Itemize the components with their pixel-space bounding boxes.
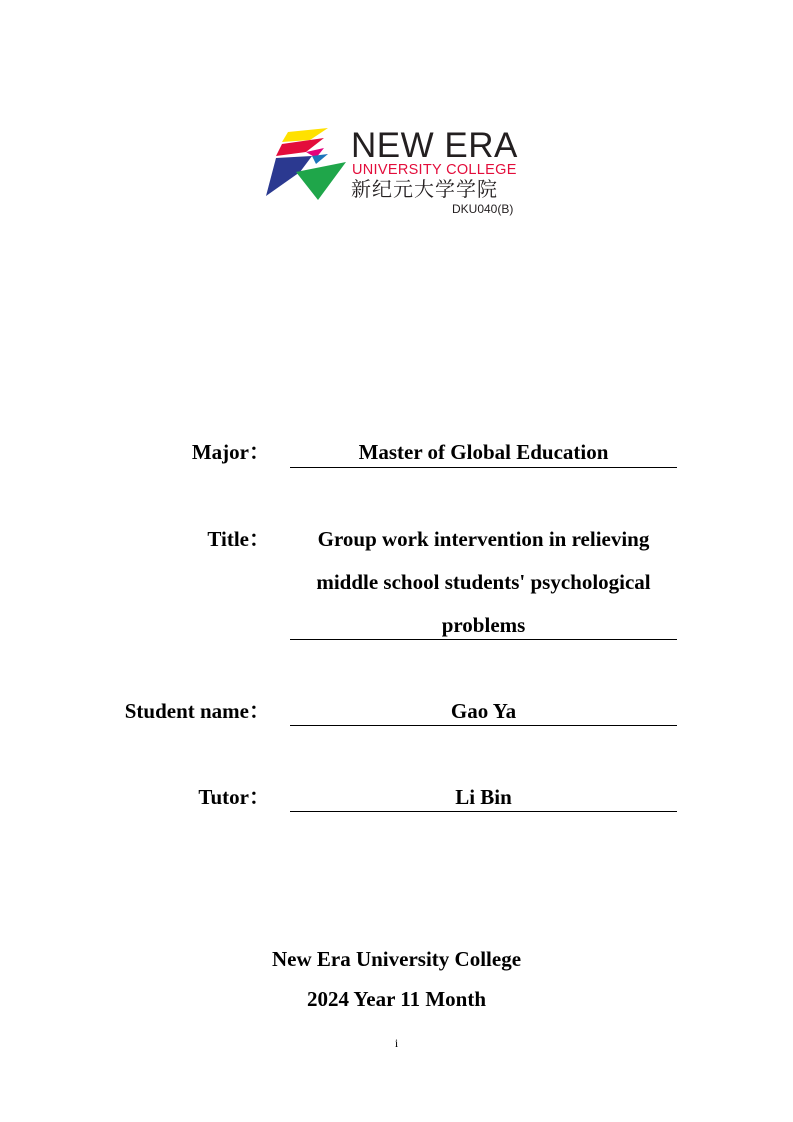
major-underline <box>290 467 677 468</box>
major-label: Major： <box>191 440 270 464</box>
logo-subtitle: UNIVERSITY COLLEGE <box>352 162 517 178</box>
title-line-1: Group work intervention in relieving <box>317 527 650 551</box>
tutor-underline <box>290 811 677 812</box>
university-logo <box>266 128 526 220</box>
title-label: Title： <box>207 527 270 551</box>
student-name-underline <box>290 725 677 726</box>
logo-code: DKU040(B) <box>452 202 514 216</box>
tutor-value: Li Bin <box>455 785 512 809</box>
logo-title: NEW ERA <box>351 126 518 165</box>
student-name-value: Gao Ya <box>450 699 517 723</box>
page-number: i <box>394 1036 399 1050</box>
title-line-2: middle school students' psychological <box>316 570 651 594</box>
tutor-label: Tutor： <box>198 785 270 809</box>
new-era-emblem-icon <box>266 128 346 200</box>
title-underline <box>290 639 677 640</box>
title-line-3: problems <box>441 613 526 637</box>
major-value: Master of Global Education <box>358 440 609 464</box>
student-name-label: Student name： <box>124 699 270 723</box>
institution-name: New Era University College <box>271 947 522 971</box>
submission-date: 2024 Year 11 Month <box>306 987 487 1011</box>
logo-chinese-name: 新纪元大学学院 <box>351 177 498 201</box>
